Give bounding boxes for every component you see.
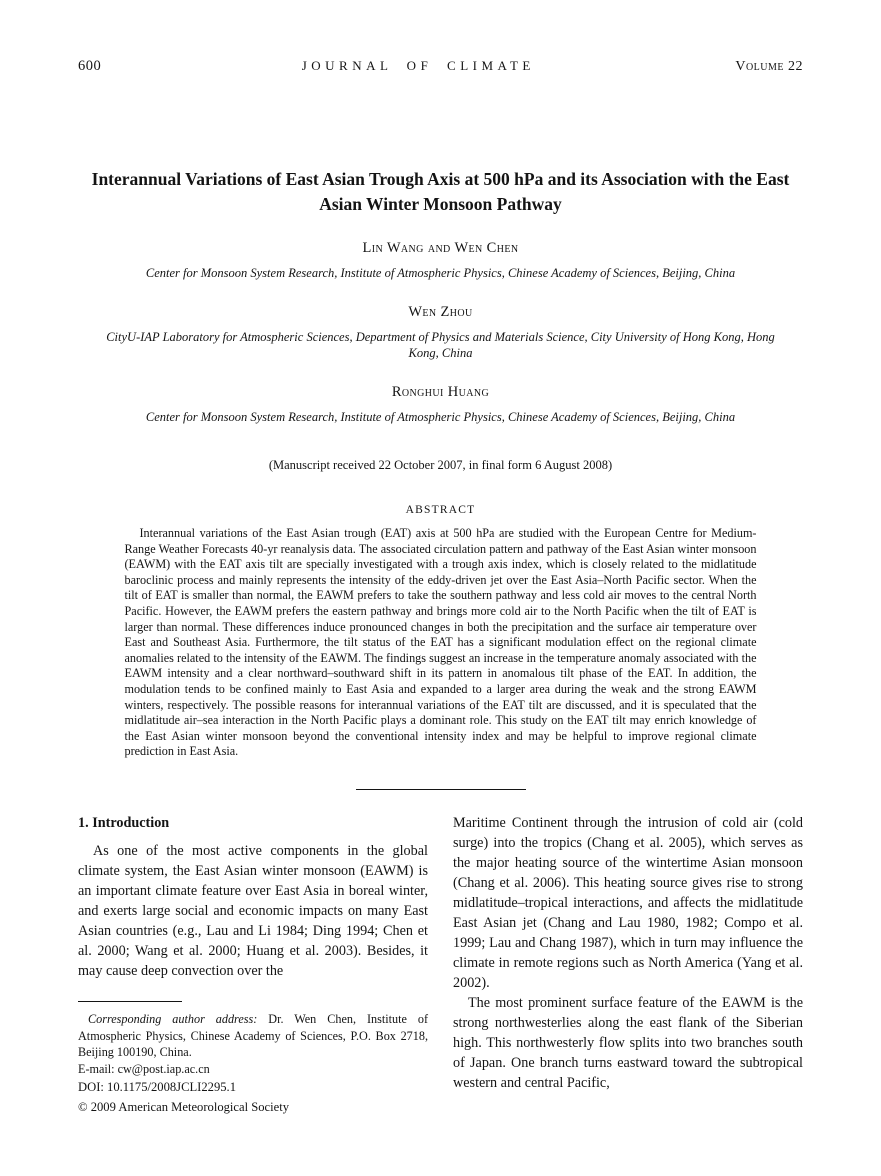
intro-paragraph: As one of the most active components in the global climate system, the East Asian winter monsoon (EAWM) is an important climate feature over East Asia in boreal winter, and exerts large social and economic impacts on many East Asian countries (e.g., Lau and Li 1984; Ding 1994; Chen et al. 2000; Wang et al. 2000; Huang et al. 2003). Besides, it may cause deep convection over the [78, 842, 428, 979]
footnote-text: Dr. Wen Chen, Institute of Atmospheric Physics, Chinese Academy of Sciences, P.O. Box 2718, Beijing 100190, China. [78, 1011, 428, 1060]
author-names: Wen Zhou [408, 304, 473, 320]
author-group-1 [78, 240, 803, 281]
footnote-rule [78, 1001, 182, 1002]
section-divider [356, 789, 526, 790]
body-paragraph: The most prominent surface feature of the EAWM is the strong northwesterlies along the east flank of the Siberian high. This northwesterly flow splits into two branches south of Japan. One branch turns eastward toward the subtropical western and central Pacific, [453, 994, 803, 1091]
page-number: 600 [78, 58, 102, 74]
footnote-block [78, 1001, 428, 1077]
author-group-2 [78, 304, 803, 361]
footnote-label: Corresponding author address: [88, 1011, 258, 1026]
footnote-email: E-mail: cw@post.iap.ac.cn [78, 1061, 210, 1076]
abstract-text: Interannual variations of the East Asian trough (EAT) axis at 500 hPa are studied with the European Centre for Medium-Range Weather Forecasts 40-yr reanalysis data. The associated circulation pattern and pathway of the East Asian winter monsoon (EAWM) with the EAT axis tilt are specially investigated with a trough axis index, which is closely related to the midlatitude baroclinic process and mainly represents the intensity of the eddy-driven jet over the East Asia–North Pacific sector. When the tilt of EAT is smaller than normal, the EAWM prefers to take the southern pathway and less cold air moves to the central North Pacific. However, the EAWM prefers the eastern pathway and brings more cold air to the North Pacific when the tilt of EAT is larger than normal. These differences induce pronounced changes in both the precipitation and the surface air temperature over East and Southeast Asia. Furthermore, the tilt status of the EAT has a significant modulation effect on the regional climate anomalies related to the intensity of the EAWM. The findings suggest an increase in the temperature anomaly associated with the EAWM intensity and a clear northward–southward shift in its pattern in anomalous tilt phase of the EAT. In addition, the modulation tends to be confined mainly to East Asia and expanded to a larger area during the weak and the strong EAWM winters, respectively. The possible reasons for interannual variations of the EAT tilt are discussed, and it is speculated that the midlatitude air–sea interaction in the North Pacific plays a dominant role. This study on the EAT tilt may enrich knowledge of the East Asian winter monsoon beyond the conventional intensity index and may be helpful to improve regional climate prediction in East Asia. [124, 526, 757, 759]
body-columns [78, 813, 803, 1117]
author-names: Ronghui Huang [391, 384, 490, 400]
author-affiliation: Center for Monsoon System Research, Institute of Atmospheric Physics, Chinese Academy of Sciences, Beijing, China [145, 266, 736, 280]
copyright-line: © 2009 American Meteorological Society [78, 1100, 290, 1115]
introduction-heading: 1. Introduction [78, 814, 170, 831]
doi-line: DOI: 10.1175/2008JCLI2295.1 [78, 1080, 236, 1095]
manuscript-note: (Manuscript received 22 October 2007, in final form 6 August 2008) [268, 458, 613, 472]
author-group-3 [78, 384, 803, 425]
left-column [78, 813, 428, 1117]
author-names: Lin Wang and Wen Chen [362, 240, 519, 256]
author-affiliation: CityU-IAP Laboratory for Atmospheric Sciences, Department of Physics and Materials Science, City University of Hong Kong, Hong Kong, China [106, 330, 775, 360]
journal-name: JOURNAL OF CLIMATE [301, 58, 535, 73]
footnote [78, 1011, 428, 1061]
author-affiliation: Center for Monsoon System Research, Institute of Atmospheric Physics, Chinese Academy of Sciences, Beijing, China [145, 410, 736, 424]
abstract-heading: ABSTRACT [405, 504, 476, 516]
continuation-paragraph: Maritime Continent through the intrusion of cold air (cold surge) into the tropics (Chang et al. 2005), which serves as the major heating source of the wintertime Asian monsoon (Chang et al. 2006). This heating source gives rise to strong midlatitude–tropical interactions, and affects the midlatitude East Asian jet (Chang and Lau 1980, 1982; Compo et al. 1999; Lau and Chang 1987), which in turn may influence the climate in remote regions such as North America (Yang et al. 2002). [453, 814, 803, 991]
running-head [78, 58, 803, 75]
right-column [453, 813, 803, 1117]
volume-label: Volume 22 [735, 59, 803, 74]
article-title: Interannual Variations of East Asian Trough Axis at 500 hPa and its Association with the East Asian Winter Monsoon Pathway [91, 169, 790, 214]
